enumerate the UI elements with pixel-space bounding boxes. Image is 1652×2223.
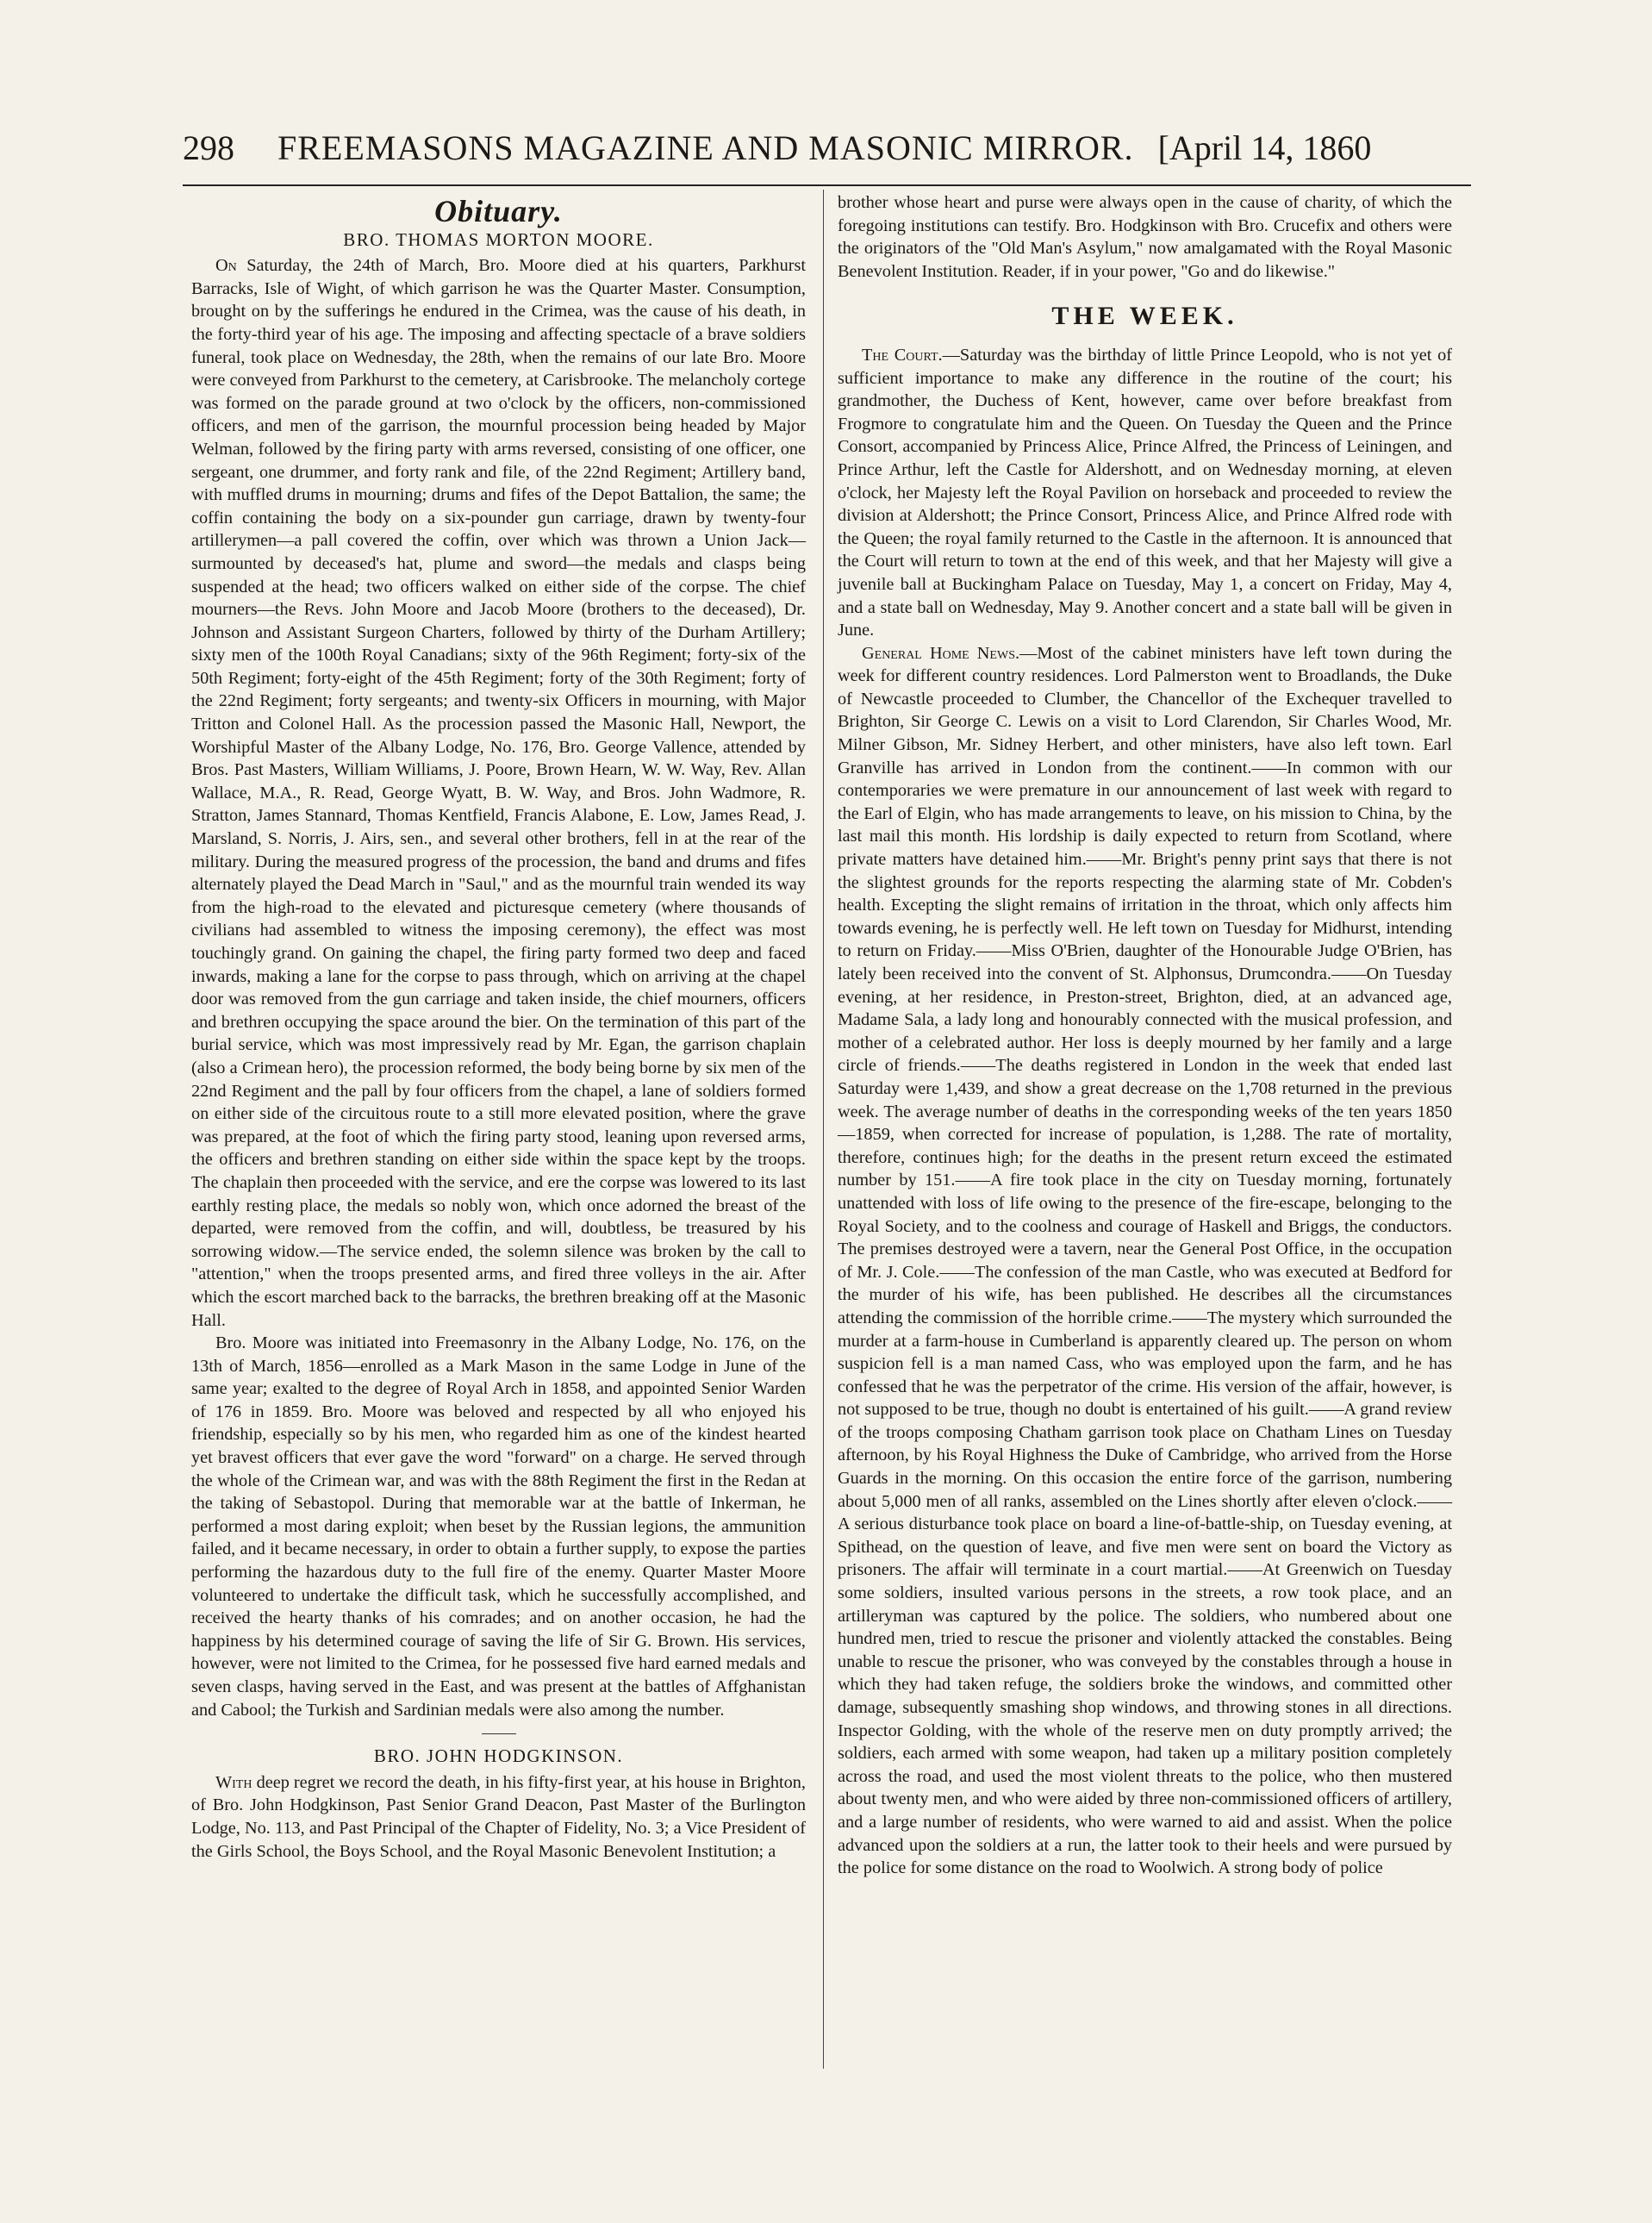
issue-date: [April 14, 1860 — [1157, 128, 1372, 167]
home-news-lead: General Home News. — [862, 643, 1020, 663]
hodgkinson-continuation: brother whose heart and purse were always open in the cause of charity, of which the foregoing institutions can testify. Bro. Hodgkinson with Bro. Crucefix and others were the originators of the "Old Man's Asylum," now amalgamated with the Royal Masonic Benevolent Institution. Reader, if in your power, "Go and do likewise." — [838, 193, 1452, 281]
moore-lead-word: On — [215, 256, 237, 276]
hodgkinson-paragraph — [191, 1771, 806, 1863]
home-news-paragraph — [838, 642, 1452, 1880]
home-news-text: —Most of the cabinet ministers have left town during the week for different country residences. Lord Palmerston went to Broadlands, the Duke of Newcastle proceeded to Clumber, the Chancellor of the Exchequer travelled to Brighton, Sir George C. Lewis on a visit to Lord Clarendon, Sir Charles Wood, Mr. Milner Gibson, Mr. Sidney Herbert, and other ministers, have also left town. Earl Granville has arrived in London from the continent.——In common with our contemporaries we were premature in our announcement of last week with regard to the Earl of Elgin, who has made arrangements to leave, on his mission to China, by the last mail this month. His lordship is daily expected to return from Scotland, where private matters have detained him.——Mr. Bright's penny print says that there is not the slightest grounds for the reports respecting the alarming state of Mr. Cobden's health. Excepting the slight remains of irritation in the throat, which only affects him towards evening, he is perfectly well. He left town on Tuesday for Midhurst, intending to return on Friday.——Miss O'Brien, daughter of the Honourable Judge O'Brien, has lately been received into the convent of St. Alphonsus, Drumcondra.——On Tuesday evening, at her residence, in Preston-street, Brighton, died, at an advanced age, Madame Sala, a lady long and honourably connected with the musical profession, and mother of a celebrated author. Her loss is deeply mourned by her family and a large circle of friends.——The deaths registered in London in the week that ended last Saturday were 1,439, and show a great decrease on the 1,708 returned in the previous week. The average number of deaths in the corresponding weeks of the ten years 1850—1859, when corrected for increase of population, is 1,288. The rate of mortality, therefore, continues high; for the deaths in the present return exceed the estimated number by 151.——A fire took place in the city on Tuesday morning, fortunately unattended with loss of life owing to the presence of the fire-escape, belonging to the Royal Society, and to the coolness and courage of Haskell and Briggs, the conductors. The premises destroyed were a tavern, near the General Post Office, in the occupation of Mr. J. Cole.——The confession of the man Castle, who was executed at Bedford for the murder of his wife, has been published. He describes all the circumstances attending the commission of the horrible crime.——The mystery which surrounded the murder at a farm-house in Cumberland is apparently cleared up. The person on whom suspicion fell is a man named Cass, who was employed upon the farm, and he has confessed that he was the perpetrator of the crime. His version of the affair, however, is not supposed to be true, though no doubt is entertained of his guilt.——A grand review of the troops composing Chatham garrison took place on Chatham Lines on Tuesday afternoon, by his Royal Highness the Duke of Cambridge, who arrived from the Horse Guards in the morning. On this occasion the entire force of the garrison, numbering about 5,000 men of all ranks, assembled on the Lines shortly after eleven o'clock.——A serious disturbance took place on board a line-of-battle-ship, on Tuesday evening, at Spithead, on the question of leave, and five men were sent on board the Victory as prisoners. The affair will terminate in a court martial.——At Greenwich on Tuesday some soldiers, insulted various persons in the streets, a row took place, and an artilleryman was captured by the police. The soldiers, who numbered about one hundred men, tried to rescue the prisoner and violently attacked the constables. Being unable to rescue the prisoner, who was conveyed by the constables through a house in which they had taken refuge, the soldiers broke the windows, and committed other damage, subsequently smashing shop windows, and throwing stones in all directions. Inspector Golding, with the whole of the reserve men on duty promptly arrived; the soldiers, each armed with some weapon, had taken up a military position completely across the road, and used the most violent threats to the police, who then mustered about twenty men, and who were aided by three non-commissioned officers of artillery, and a large number of residents, who were warned to aid and assist. When the police advanced upon the soldiers at a run, the latter took to their heels and were pursued by the police for some distance on the road to Woolwich. A strong body of police — [838, 643, 1452, 1878]
court-paragraph — [838, 344, 1452, 642]
moore-paragraph-1 — [191, 254, 806, 1332]
court-lead: The Court. — [862, 345, 943, 365]
moore-paragraph-2: Bro. Moore was initiated into Freemasonry in the Albany Lodge, No. 176, on the 13th of March, 1856—enrolled as a Mark Mason in the same Lodge in June of the same year; exalted to the degree of Royal Arch in 1858, and appointed Senior Warden of 176 in 1859. Bro. Moore was beloved and respected by all who enjoyed his friendship, especially so by his men, who regarded him as one of the kindest hearted yet bravest officers that ever gave the word "forward" on a charge. He served through the whole of the Crimean war, and was with the 88th Regiment the first in the Redan at the taking of Sebastopol. During that memorable war at the battle of Inkerman, he performed a most daring exploit; when beset by the Russian legions, the ammunition failed, and it became necessary, in order to obtain a further supply, to expose the parties performing the hazardous duty to the full fire of the enemy. Quarter Master Moore volunteered to undertake the difficult task, which he successfully accomplished, and received the hearty thanks of his comrades; and on another occasion, he had the happiness by his determined courage of saving the life of Sir G. Brown. His services, however, were not limited to the Crimea, for he possessed five hard earned medals and seven clasps, having served in the East, and was present at the battles of Affghanistan and Cabool; the Turkish and Sardinian medals were also among the number. — [191, 1333, 806, 1720]
magazine-title: FREEMASONS MAGAZINE AND MASONIC MIRROR. — [277, 128, 1134, 167]
left-column — [191, 191, 806, 1863]
obituary-heading: Obituary. — [434, 194, 563, 228]
moore-text-1: Saturday, the 24th of March, Bro. Moore died at his quarters, Parkhurst Barracks, Isle of Wight, of which garrison he was the Quarter Master. Consumption, brought on by the sufferings he endured in the Crimea, was the cause of his death, in the forty-third year of his age. The imposing and affecting spectacle of a brave soldiers funeral, took place on Wednesday, the 28th, when the remains of our late Bro. Moore were conveyed from Parkhurst to the cemetery, at Carisbrooke. The melancholy cortege was formed on the parade ground at two o'clock by the officers, non-commissioned officers, and men of the garrison, the mournful procession being headed by Major Welman, followed by the firing party with arms reversed, consisting of one officer, one sergeant, one drummer, and forty rank and file, of the 22nd Regiment; Artillery band, with muffled drums in mourning; drums and fifes of the Depot Battalion, the same; the coffin containing the body on a six-pounder gun carriage, drawn by twenty-four artillerymen—a pall covered the coffin, over which was thrown a Union Jack—surmounted by deceased's hat, plume and sword—the medals and clasps being suspended at the head; two officers walked on either side of the corpse. The chief mourners—the Revs. John Moore and Jacob Moore (brothers to the deceased), Dr. Johnson and Assistant Surgeon Charters, followed by thirty of the Durham Artillery; sixty men of the 100th Royal Canadians; sixty of the 96th Regiment; forty-six of the 50th Regiment; forty-eight of the 45th Regiment; forty of the 30th Regiment; forty of the 22nd Regiment; forty sergeants; and twenty-six Officers in mourning, with Major Tritton and Colonel Hall. As the procession passed the Masonic Hall, Newport, the Worshipful Master of the Albany Lodge, No. 176, Bro. George Vallence, attended by Bros. Past Masters, William Williams, J. Poore, Brown Hearn, W. W. Way, Rev. Allan Wallace, M.A., R. Read, George Wyatt, B. W. Way, and Bros. John Wadmore, R. Stratton, James Stannard, Thomas Kentfield, Francis Alabone, E. Low, James Read, J. Marsland, S. Norris, J. Airs, sen., and several other brothers, fell in at the rear of the military. During the measured progress of the procession, the band and drums and fifes alternately played the Dead March in "Saul," and as the mournful train wended its way from the high-road to the elevated and picturesque cemetery (where thousands of civilians had assembled to witness the imposing ceremony), the effect was most touchingly grand. On gaining the chapel, the firing party formed two deep and faced inwards, making a lane for the corpse to pass through, which on arriving at the chapel door was removed from the gun carriage and taken inside, the chief mourners, officers and brethren occupying the space around the bier. On the termination of this part of the burial service, which was most impressively read by Mr. Egan, the garrison chaplain (also a Crimean hero), the procession reformed, the body being borne by six men of the 22nd Regiment and the pall by four officers from the chapel, a lane of soldiers formed on either side of the circuitous route to a still more elevated position, where the grave was prepared, at the foot of which the firing party stood, leaning upon reversed arms, the officers and brethren standing on either side within the space kept by the troops. The chaplain then proceeded with the service, and ere the corpse was lowered to its last earthly resting place, the medals so nobly won, which once adorned the breast of the departed, were removed from the coffin, and will, doubtless, be treasured by his sorrowing widow.—The service ended, the solemn silence was broken by the call to "attention," when the troops presented arms, and fired three volleys in the air. After which the escort marched back to the barracks, the brethren breaking off at the Masonic Hall. — [191, 256, 806, 1330]
header-rule — [183, 184, 1471, 186]
moore-heading: BRO. THOMAS MORTON MOORE. — [343, 228, 654, 250]
the-week-heading: THE WEEK. — [1051, 302, 1238, 331]
hodgkinson-lead-word: With — [215, 1772, 252, 1792]
section-separator — [482, 1733, 516, 1734]
column-divider — [823, 190, 824, 2069]
court-text: —Saturday was the birthday of little Prince Leopold, who is not yet of sufficient importance to make any difference in the routine of the court; his grandmother, the Duchess of Kent, however, came over before breakfast from Frogmore to congratulate him and the Queen. On Tuesday the Queen and the Prince Consort, accompanied by Princess Alice, Prince Alfred, the Princess of Leiningen, and Prince Arthur, left the Castle for Aldershott, and on Wednesday morning, at eleven o'clock, her Majesty left the Royal Pavilion on horseback and proceeded to review the division at Aldershott; the Prince Consort, Princess Alice, and Prince Alfred rode with the Queen; the royal family returned to the Castle in the afternoon. It is announced that the Court will return to town at the end of this week, and that her Majesty will give a juvenile ball at Buckingham Palace on Tuesday, May 1, a concert on Friday, May 4, and a state ball on Wednesday, May 9. Another concert and a state ball will be given in June. — [838, 345, 1452, 640]
page-header — [183, 128, 1471, 179]
page-number: 298 — [183, 128, 234, 167]
right-column — [838, 191, 1452, 1880]
hodgkinson-heading: BRO. JOHN HODGKINSON. — [373, 1745, 624, 1767]
hodgkinson-text: deep regret we record the death, in his fifty-first year, at his house in Brighton, of Bro. John Hodgkinson, Past Senior Grand Deacon, Past Master of the Burlington Lodge, No. 113, and Past Principal of the Chapter of Fidelity, No. 3; a Vice President of the Girls School, the Boys School, and the Royal Masonic Benevolent Institution; a — [191, 1772, 806, 1861]
